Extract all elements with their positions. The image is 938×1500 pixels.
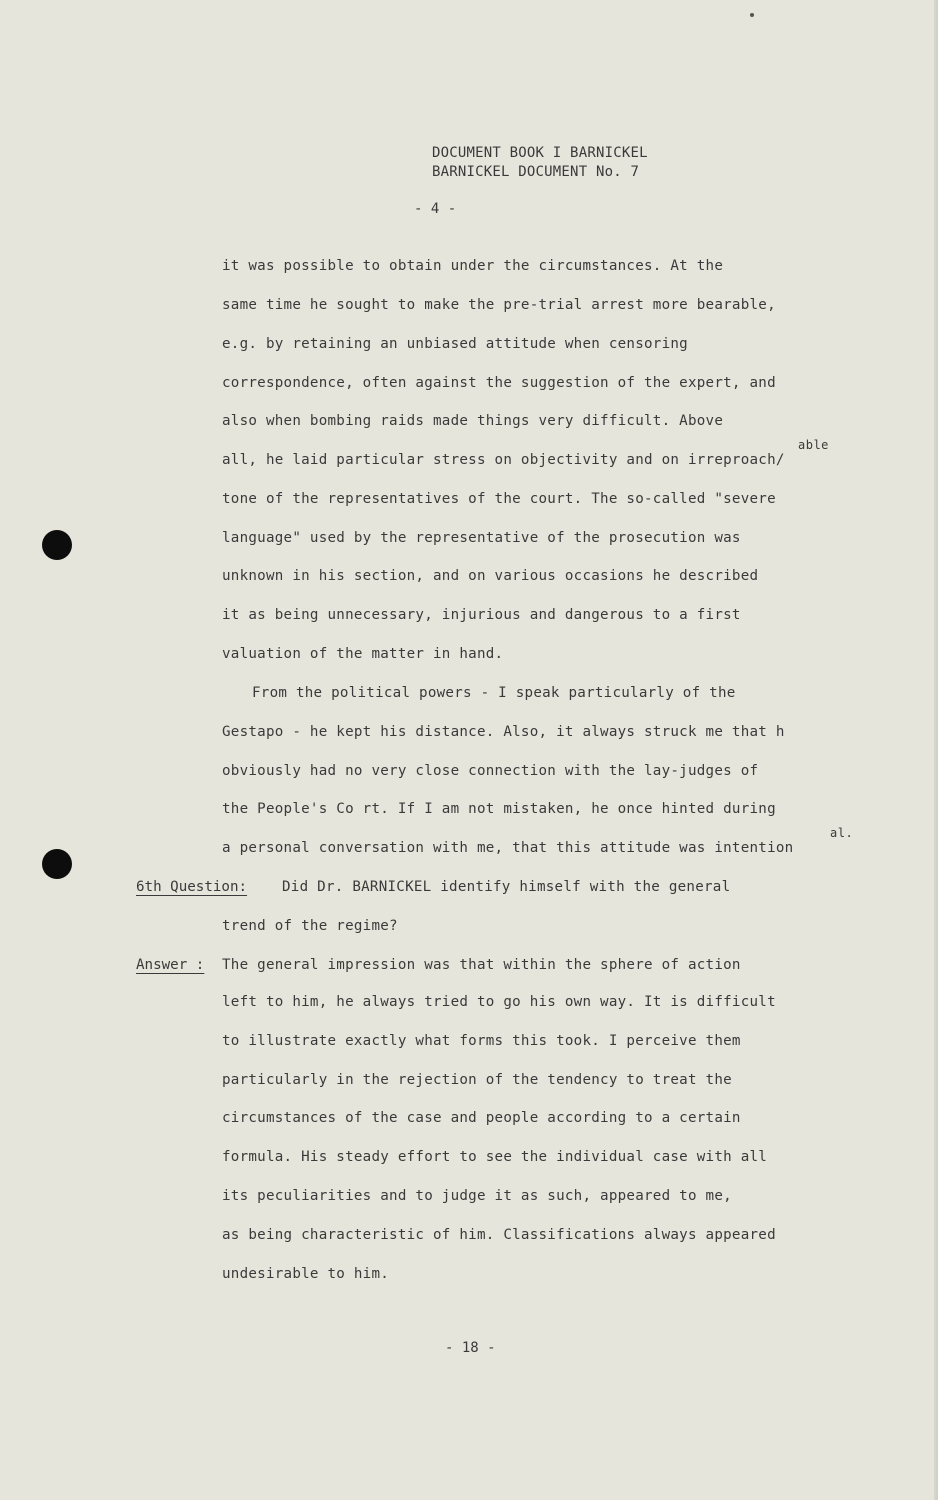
page-number-top: - 4 - bbox=[414, 201, 457, 217]
interlinear-insert-able: able bbox=[798, 438, 829, 452]
interlinear-insert-al: al. bbox=[830, 826, 854, 840]
punch-hole-upper bbox=[42, 530, 72, 560]
answer-line: undesirable to him. bbox=[222, 1266, 390, 1282]
paragraph-1-line: correspondence, often against the suggestion of the expert, and bbox=[222, 375, 776, 391]
header-line-1: DOCUMENT BOOK I BARNICKEL bbox=[432, 145, 648, 161]
paragraph-2-line: From the political powers - I speak particularly of the bbox=[252, 685, 736, 701]
paragraph-2-line: the People's Co rt. If I am not mistaken, he once hinted during bbox=[222, 801, 776, 817]
paragraph-1-line: valuation of the matter in hand. bbox=[222, 646, 504, 662]
paper-edge bbox=[934, 0, 938, 1500]
question-text: Did Dr. BARNICKEL identify himself with the general bbox=[282, 879, 731, 895]
paragraph-1-line: same time he sought to make the pre-trial arrest more bearable, bbox=[222, 297, 776, 313]
paragraph-1-line: tone of the representatives of the court. The so-called "severe bbox=[222, 491, 776, 507]
answer-line: left to him, he always tried to go his own way. It is difficult bbox=[222, 994, 776, 1010]
paragraph-1-line: also when bombing raids made things very difficult. Above bbox=[222, 413, 724, 429]
paragraph-1-line: it as being unnecessary, injurious and dangerous to a first bbox=[222, 607, 741, 623]
question-label: 6th Question: bbox=[136, 879, 248, 895]
answer-line: as being characteristic of him. Classifications always appeared bbox=[222, 1227, 776, 1243]
paragraph-1-line: all, he laid particular stress on objectivity and on irreproach/ bbox=[222, 452, 785, 468]
paragraph-1-line: unknown in his section, and on various occasions he described bbox=[222, 568, 759, 584]
paragraph-2-line: a personal conversation with me, that this attitude was intention bbox=[222, 840, 794, 856]
paragraph-1-line: e.g. by retaining an unbiased attitude when censoring bbox=[222, 336, 688, 352]
header-line-2: BARNICKEL DOCUMENT No. 7 bbox=[432, 164, 640, 180]
answer-line: its peculiarities and to judge it as such, appeared to me, bbox=[222, 1188, 732, 1204]
answer-label: Answer : bbox=[136, 957, 205, 973]
answer-line: formula. His steady effort to see the individual case with all bbox=[222, 1149, 768, 1165]
answer-line: The general impression was that within the sphere of action bbox=[222, 957, 741, 973]
paragraph-2-line: Gestapo - he kept his distance. Also, it always struck me that h bbox=[222, 724, 785, 740]
answer-line: particularly in the rejection of the tendency to treat the bbox=[222, 1072, 732, 1088]
punch-hole-lower bbox=[42, 849, 72, 879]
paragraph-1-line: it was possible to obtain under the circumstances. At the bbox=[222, 258, 724, 274]
page-number-bottom: - 18 - bbox=[445, 1340, 496, 1356]
paragraph-2-line: obviously had no very close connection with the lay-judges of bbox=[222, 763, 759, 779]
document-header bbox=[432, 144, 648, 182]
answer-line: to illustrate exactly what forms this took. I perceive them bbox=[222, 1033, 741, 1049]
paper-speck bbox=[750, 13, 754, 17]
answer-line: circumstances of the case and people according to a certain bbox=[222, 1110, 741, 1126]
paragraph-1-line: language" used by the representative of the prosecution was bbox=[222, 530, 741, 546]
question-text-continued: trend of the regime? bbox=[222, 918, 398, 934]
